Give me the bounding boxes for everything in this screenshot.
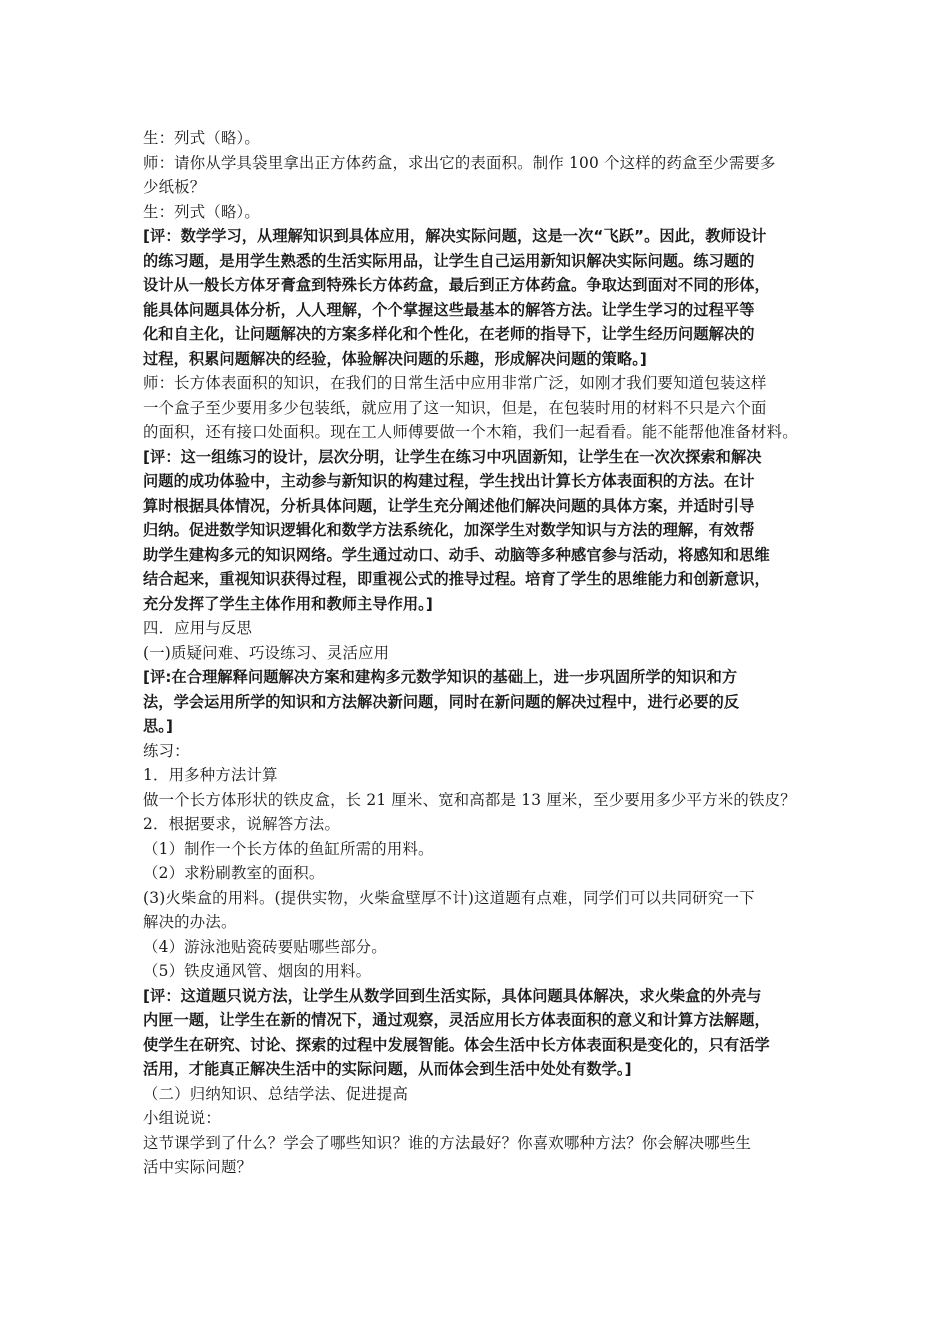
text-paragraph [143,126,823,151]
text-line: 活中实际问题？ [143,1158,253,1176]
text-line: 这节课学到了什么？学会了哪些知识？谁的方法最好？你喜欢哪种方法？你会解决哪些生 [143,1133,752,1152]
commentary-paragraph [143,665,823,739]
text-paragraph [143,1106,823,1131]
text-line: 思。] [143,717,174,735]
text-paragraph [143,200,823,225]
text-line: (3)火柴盒的用料。(提供实物，火柴盒壁厚不计)这道题有点难，同学们可以共同研究一下 [143,888,755,907]
text-paragraph [143,935,823,960]
text-line: （5）铁皮通风管、烟囱的用料。 [143,962,372,980]
text-line: 内匣一题，让学生在新的情况下，通过观察，灵活应用长方体表面积的意义和计算方法解题， [143,1011,770,1029]
commentary-paragraph [143,224,823,371]
text-line: [评：这道题只说方法，让学生从数学回到生活实际，具体问题具体解决，求火柴盒的外壳与 [143,986,762,1005]
text-line: （二）归纳知识、总结学法、促进提高 [143,1084,409,1103]
text-line: 结合起来，重视知识获得过程，即重视公式的推导过程。培育了学生的思维能力和创新意识， [143,570,770,588]
text-line: 小组说说： [143,1109,221,1127]
text-line: 化和自主化，让问题解决的方案多样化和个性化，在老师的指导下，让学生经历问题解决的 [143,325,755,343]
text-paragraph [143,1082,823,1107]
text-line: 师：请你从学具袋里拿出正方体药盒，求出它的表面积。制作 100 个这样的药盒至少需要多 [143,153,776,172]
text-paragraph [143,1131,823,1180]
text-paragraph [143,739,823,764]
text-line: 助学生建构多元的知识网络。学生通过动口、动手、动脑等多种感官参与活动，将感知和思维 [143,545,770,564]
text-paragraph [143,641,823,666]
text-line: [评：数学学习，从理解知识到具体应用，解决实际问题，这是一次“飞跃”。因此，教师设计 [143,227,767,245]
text-line: 做一个长方体形状的铁皮盒，长 21 厘米、宽和高都是 13 厘米，至少要用多少平方米的铁皮？ [143,790,796,809]
text-line: 解决的办法。 [143,913,237,931]
text-line: 生：列式（略）。 [143,202,261,221]
text-paragraph [143,151,823,200]
text-line: [评：这一组练习的设计，层次分明，让学生在练习中巩固新知，让学生在一次次探索和解决 [143,447,762,466]
text-paragraph [143,837,823,862]
text-line: 过程，积累问题解决的经验，体验解决问题的乐趣，形成解决问题的策略。] [143,349,647,368]
text-paragraph [143,371,823,445]
text-line: 师：长方体表面积的知识，在我们的日常生活中应用非常广泛，如刚才我们要知道包装这样 [143,374,767,392]
text-line: （1）制作一个长方体的鱼缸所需的用料。 [143,839,434,858]
text-line: 设计从一般长方体牙膏盒到特殊长方体药盒，最后到正方体药盒。争取达到面对不同的形体， [143,276,770,294]
text-line: 四．应用与反思 [143,619,253,637]
commentary-paragraph [143,445,823,617]
commentary-paragraph [143,984,823,1082]
text-line: （4）游泳池贴瓷砖要贴哪些部分。 [143,937,387,956]
text-paragraph [143,959,823,984]
text-line: [评:在合理解释问题解决方案和建构多元数学知识的基础上，进一步巩固所学的知识和方 [143,668,738,686]
text-line: 归纳。促进数学知识逻辑化和数学方法系统化，加深学生对数学知识与方法的理解，有效帮 [143,521,755,539]
text-paragraph [143,861,823,886]
text-line: 的面积，还有接口处面积。现在工人师傅要做一个木箱，我们一起看看。能不能帮他准备材料。 [143,423,798,441]
document-page [143,126,823,1180]
text-line: (一)质疑问难、巧设练习、灵活应用 [143,643,390,662]
text-line: 生：列式（略）。 [143,129,261,147]
text-paragraph [143,812,823,837]
text-line: 2．根据要求，说解答方法。 [143,815,341,833]
text-line: 少纸板？ [143,178,206,196]
text-paragraph [143,763,823,788]
text-line: 问题的成功体验中，主动参与新知识的构建过程，学生找出计算长方体表面积的方法。在计 [143,472,755,490]
text-line: 的练习题，是用学生熟悉的生活实际用品，让学生自己运用新知识解决实际问题。练习题的 [143,251,755,270]
text-paragraph [143,788,823,813]
text-paragraph [143,886,823,935]
text-line: 算时根据具体情况，分析具体问题，让学生充分阐述他们解决问题的具体方案，并适时引导 [143,496,755,515]
text-line: 法，学会运用所学的知识和方法解决新问题，同时在新问题的解决过程中，进行必要的反 [143,692,740,711]
text-line: （2）求粉刷教室的面积。 [143,864,325,882]
text-line: 充分发挥了学生主体作用和教师主导作用。] [143,594,433,613]
text-line: 1．用多种方法计算 [143,766,278,784]
text-line: 练习： [143,741,190,760]
text-line: 活用，才能真正解决生活中的实际问题，从而体会到生活中处处有数学。] [143,1060,632,1078]
text-line: 一个盒子至少要用多少包装纸，就应用了这一知识，但是，在包装时用的材料不只是六个面 [143,398,767,417]
text-line: 使学生在研究、讨论、探索的过程中发展智能。体会生活中长方体表面积是变化的，只有活学 [143,1035,770,1054]
text-line: 能具体问题具体分析，人人理解，个个掌握这些最基本的解答方法。让学生学习的过程平等 [143,300,755,319]
text-paragraph [143,616,823,641]
